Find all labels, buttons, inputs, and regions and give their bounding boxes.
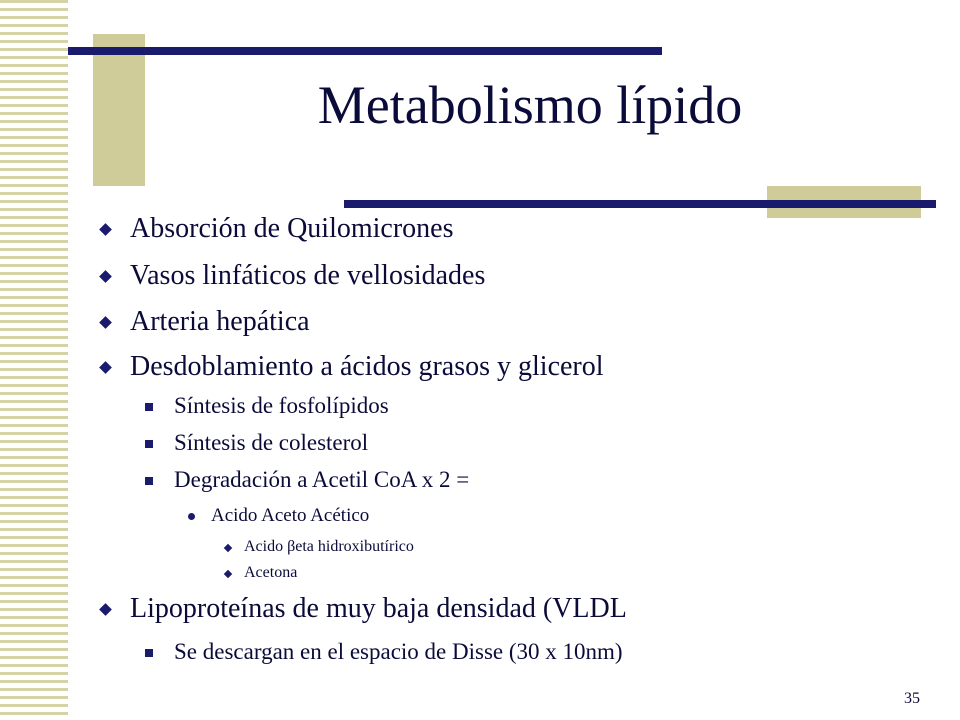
bullet-text: Degradación a Acetil CoA x 2 =: [174, 467, 470, 492]
bullet-item-level1: [130, 305, 310, 339]
bullet-item-level2: [174, 638, 623, 666]
bullet-item-level1: [130, 212, 454, 246]
diamond-bullet-icon: [224, 570, 232, 578]
bullet-text: Síntesis de colesterol: [174, 430, 369, 455]
bullet-text: Desdoblamiento a ácidos grasos y glicerol: [130, 351, 604, 382]
diamond-bullet-icon: [99, 223, 112, 236]
bullet-text: Vasos linfáticos de vellosidades: [130, 260, 486, 291]
square-bullet-icon: [145, 477, 153, 485]
square-bullet-icon: [145, 440, 153, 448]
bullet-item-level3: [211, 504, 369, 528]
square-bullet-icon: [145, 403, 153, 411]
square-bullet-icon: [145, 649, 153, 657]
diamond-bullet-icon: [99, 361, 112, 374]
page-number: 35: [904, 690, 920, 707]
bullet-item-level1: [130, 350, 604, 384]
bullet-text: Acido βeta hidroxibutírico: [244, 538, 414, 555]
bullet-text: Arteria hepática: [130, 306, 310, 337]
bullet-text: Lipoproteínas de muy baja densidad (VLDL: [130, 593, 627, 624]
bullet-text: Absorción de Quilomicrones: [130, 213, 454, 244]
bullet-item-level1: [130, 592, 627, 626]
bullet-item-level1: [130, 259, 485, 293]
diamond-bullet-icon: [99, 603, 112, 616]
diamond-bullet-icon: [99, 270, 112, 283]
slide-title: Metabolismo lípido: [317, 75, 743, 135]
bullet-text: Síntesis de fosfolípidos: [174, 393, 389, 418]
bullet-item-level2: [174, 466, 469, 494]
bullet-item-level4: [244, 537, 414, 557]
bullet-text: Se descargan en el espacio de Disse (30 x 10nm): [174, 639, 623, 664]
diamond-bullet-icon: [224, 544, 232, 552]
dot-bullet-icon: [188, 513, 195, 520]
bullet-text: Acetona: [244, 564, 298, 581]
diamond-bullet-icon: [99, 316, 112, 329]
bullet-item-level4: [244, 563, 297, 583]
bullet-item-level2: [174, 429, 368, 457]
bullet-text: Acido Aceto Acético: [211, 505, 370, 526]
bullet-item-level2: [174, 392, 389, 420]
